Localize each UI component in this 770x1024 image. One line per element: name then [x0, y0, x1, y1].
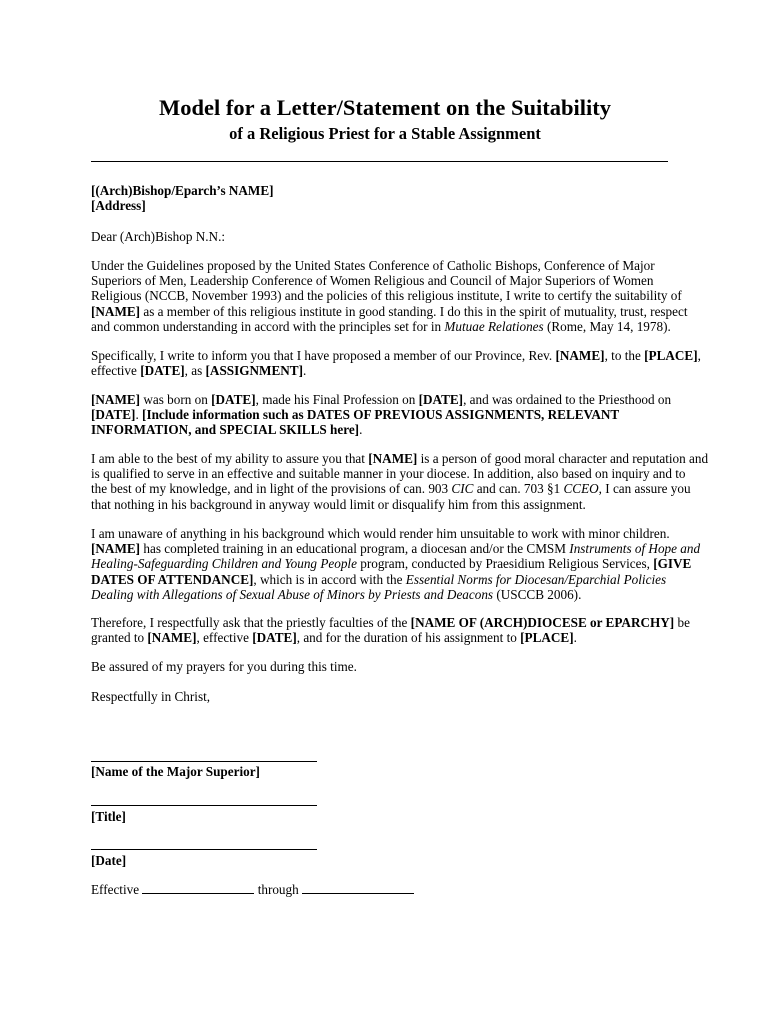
addressee-block [91, 183, 691, 213]
text-segment: , [697, 348, 701, 363]
text-segment: I am able to the best of my ability to assure you that [91, 451, 369, 466]
text-segment: has completed training in an educational program, a diocesan and/or the CMSM [140, 541, 570, 557]
placeholder-name: [NAME] [91, 541, 141, 557]
text-segment: , and was ordained to the Priesthood on [463, 392, 672, 407]
citation-code: CIC [451, 481, 474, 497]
paragraph-faculties [91, 615, 691, 645]
text-segment: effective [91, 363, 141, 379]
paragraph-safeguarding [91, 526, 701, 602]
title-divider [91, 161, 668, 162]
placeholder-diocese: [NAME OF (ARCH)DIOCESE or EPARCHY] [410, 615, 675, 630]
text-line: Under the Guidelines proposed by the United States Conference of Catholic Bishops, Conference of Major [91, 258, 655, 273]
norms-title: Dealing with Allegations of Sexual Abuse of Minors by Priests and Deacons [91, 586, 494, 602]
text-segment: Therefore, I respectfully ask that the priestly faculties of the [91, 615, 411, 630]
closing: Respectfully in Christ, [91, 689, 211, 704]
placeholder-instructions: INFORMATION, and SPECIAL SKILLS here] [91, 422, 360, 438]
text-segment: Specifically, I write to inform you that I have proposed a member of our Province, Rev. [91, 348, 556, 363]
program-title: Healing-Safeguarding Children and Young People [91, 556, 357, 572]
prayers-line: Be assured of my prayers for you during this time. [91, 659, 357, 674]
date-label-text: [Date] [91, 853, 127, 868]
effective-label: Effective [91, 882, 140, 897]
effective-from-blank[interactable] [142, 882, 254, 894]
text-segment: . [359, 422, 363, 438]
placeholder-dates: [GIVE [653, 556, 692, 572]
placeholder-name: [NAME] [91, 303, 141, 319]
text-segment: , I can assure you [598, 481, 691, 497]
placeholder-instructions: [Include information such as DATES OF PREVIOUS ASSIGNMENTS, RELEVANT [142, 407, 620, 423]
effective-to-blank[interactable] [302, 882, 414, 894]
norms-title: Essential Norms for Diocesan/Eparchial Policies [405, 571, 667, 587]
addressee-address: [Address] [91, 198, 146, 214]
paragraph-guidelines [91, 258, 691, 334]
text-segment: was born on [140, 392, 212, 407]
title-label-text: [Title] [91, 809, 126, 824]
text-segment: . [302, 363, 307, 379]
text-segment: and common understanding in accord with the principles set for in [91, 318, 445, 334]
text-segment: , which is in accord with the [253, 571, 406, 587]
text-segment: (USCCB 2006). [493, 586, 582, 602]
major-superior-label-text: [Name of the Major Superior] [91, 764, 260, 779]
placeholder-date: [DATE] [140, 363, 185, 379]
citation-code: CCEO [563, 481, 599, 497]
text-segment: . [135, 407, 143, 423]
paragraph-assurance [91, 451, 709, 512]
placeholder-date: [DATE] [91, 407, 136, 423]
text-segment: , to the [604, 348, 645, 363]
placeholder-name: [NAME] [368, 451, 418, 466]
text-segment: , made his Final Profession on [255, 392, 419, 407]
text-segment: , and for the duration of his assignment to [296, 630, 521, 646]
major-superior-label [91, 764, 691, 779]
text-segment: granted to [91, 630, 148, 646]
placeholder-place: [PLACE] [644, 348, 698, 363]
text-line: Superiors of Men, Leadership Conference of Women Religious and Council of Major Superiors of Women [91, 273, 654, 289]
document-subtitle: of a Religious Priest for a Stable Assignment [229, 124, 541, 143]
placeholder-date: [DATE] [211, 392, 256, 407]
title-line [91, 805, 317, 806]
program-title: Instruments of Hope and [569, 541, 701, 557]
date-label [91, 853, 691, 868]
placeholder-date: [DATE] [418, 392, 464, 407]
through-label: through [257, 882, 299, 897]
text-segment: program, conducted by Praesidium Religious Services, [356, 556, 654, 572]
addressee-name: [(Arch)Bishop/Eparch’s NAME] [91, 183, 274, 198]
text-line: Religious (NCCB, November 1993) and the policies of this religious institute, I write to certify the suitability of [91, 288, 682, 304]
placeholder-name: [NAME] [147, 630, 197, 646]
text-line: is qualified to serve in an effective and suitable manner in your diocese. In addition, also based on inquiry and to [91, 466, 686, 482]
signature-line [91, 761, 317, 762]
effective-period [91, 882, 691, 897]
text-segment: and can. 703 §1 [473, 481, 564, 497]
document-title: Model for a Letter/Statement on the Suitability [158, 95, 612, 120]
date-line [91, 849, 317, 850]
placeholder-dates: DATES OF ATTENDANCE] [91, 571, 254, 587]
placeholder-assignment: [ASSIGNMENT] [205, 363, 303, 379]
text-segment: , effective [196, 630, 253, 646]
paragraph-background [91, 392, 691, 438]
text-segment: be [674, 615, 690, 630]
paragraph-proposal [91, 348, 701, 379]
text-segment: as a member of this religious institute in good standing. I do this in the spirit of mutuality, trust, respect [140, 303, 688, 319]
citation-title: Mutuae Relationes [444, 318, 544, 334]
text-segment: (Rome, May 14, 1978). [543, 318, 671, 334]
salutation: Dear (Arch)Bishop N.N.: [91, 229, 226, 244]
placeholder-name: [NAME] [91, 392, 141, 407]
text-line: that nothing in his background in anyway would limit or disqualify him from this assignment. [91, 496, 586, 512]
text-segment: . [573, 630, 577, 646]
placeholder-date: [DATE] [252, 630, 297, 646]
title-label [91, 809, 691, 824]
placeholder-name: [NAME] [555, 348, 605, 363]
text-segment: the best of my knowledge, and in light of the provisions of can. 903 [91, 481, 452, 497]
text-segment: , as [184, 363, 206, 379]
text-line: I am unaware of anything in his background which would render him unsuitable to work with minor children. [91, 526, 670, 541]
placeholder-place: [PLACE] [520, 630, 574, 646]
text-segment: is a person of good moral character and reputation and [417, 451, 709, 466]
